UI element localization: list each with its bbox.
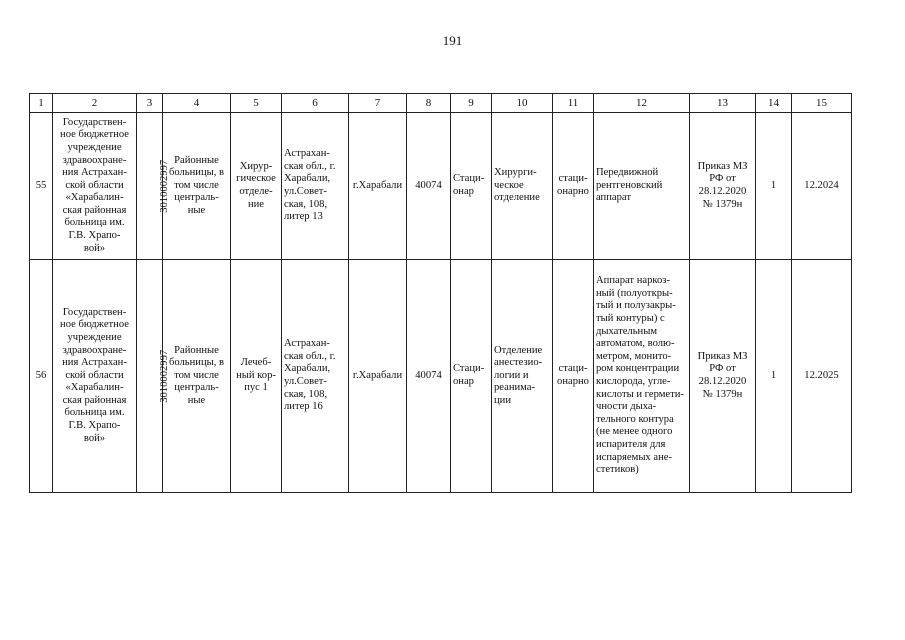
header-cell: 5 xyxy=(231,94,282,113)
order-cell: Приказ МЗ РФ от 28.12.2020 № 1379н xyxy=(690,260,756,493)
date-cell: 12.2025 xyxy=(792,260,852,493)
inn-cell xyxy=(137,260,171,493)
header-cell: 15 xyxy=(792,94,852,113)
header-cell: 3 xyxy=(137,94,163,113)
department-cell: Лечеб- ный кор- пус 1 xyxy=(231,260,282,493)
header-cell: 2 xyxy=(53,94,137,113)
order-cell: Приказ МЗ РФ от 28.12.2020 № 1379н xyxy=(690,113,756,260)
header-cell: 4 xyxy=(163,94,231,113)
city-cell: г.Харабали xyxy=(349,113,407,260)
institution-cell: Государствен- ное бюджетное учреждение здравоохране- ния Астрахан- ской области «Харабалин- ская районная больница им. Г.В. Храпо- вой» xyxy=(53,113,137,260)
group-cell: Районные больницы, в том числе централь- ные xyxy=(163,260,231,493)
equipment-cell: Аппарат наркоз- ный (полуоткры- тый и полузакры- тый контуры) с дыхательным автоматом, волю- метром, монито- ром концентрации кислорода, угле- кислоты и гермети- чности дыха- тельного контура (не менее одного испарителя для испаряемых ане- стетиков) xyxy=(594,260,690,493)
address-cell: Астрахан- ская обл., г. Харабали, ул.Совет- ская, 108, литер 16 xyxy=(282,260,349,493)
header-cell: 9 xyxy=(451,94,492,113)
header-cell: 13 xyxy=(690,94,756,113)
equipment-table xyxy=(29,93,852,493)
equipment-cell: Передвижной рентгеновский аппарат xyxy=(594,113,690,260)
table-row xyxy=(30,113,852,260)
department-cell: Хирур- гическое отделе- ние xyxy=(231,113,282,260)
condition-cell: стаци- онарно xyxy=(553,260,594,493)
condition-cell: стаци- онарно xyxy=(553,113,594,260)
row-number: 56 xyxy=(30,260,53,493)
unit-cell: Хирурги- ческое отделение xyxy=(492,113,553,260)
care-type-cell: Стаци- онар xyxy=(451,260,492,493)
code-cell: 40074 xyxy=(407,113,451,260)
row-number: 55 xyxy=(30,113,53,260)
header-cell: 11 xyxy=(553,94,594,113)
header-cell: 10 xyxy=(492,94,553,113)
group-cell: Районные больницы, в том числе централь- ные xyxy=(163,113,231,260)
date-cell: 12.2024 xyxy=(792,113,852,260)
inn-text: 3010002997 xyxy=(159,159,171,213)
code-cell: 40074 xyxy=(407,260,451,493)
header-cell: 7 xyxy=(349,94,407,113)
header-cell: 12 xyxy=(594,94,690,113)
address-cell: Астрахан- ская обл., г. Харабали, ул.Совет- ская, 108, литер 13 xyxy=(282,113,349,260)
header-cell: 6 xyxy=(282,94,349,113)
unit-cell: Отделение анестезио- логии и реанима- ции xyxy=(492,260,553,493)
page-number: 191 xyxy=(442,33,463,48)
inn-text: 3010002997 xyxy=(159,349,171,403)
header-row xyxy=(30,94,852,113)
care-type-cell: Стаци- онар xyxy=(451,113,492,260)
quantity-cell: 1 xyxy=(756,113,792,260)
header-cell: 8 xyxy=(407,94,451,113)
city-cell: г.Харабали xyxy=(349,260,407,493)
header-cell: 1 xyxy=(30,94,53,113)
quantity-cell: 1 xyxy=(756,260,792,493)
header-cell: 14 xyxy=(756,94,792,113)
table-row xyxy=(30,260,852,493)
inn-cell xyxy=(137,113,171,260)
institution-cell: Государствен- ное бюджетное учреждение здравоохране- ния Астрахан- ской области «Харабалин- ская районная больница им. Г.В. Храпо- вой» xyxy=(53,260,137,493)
